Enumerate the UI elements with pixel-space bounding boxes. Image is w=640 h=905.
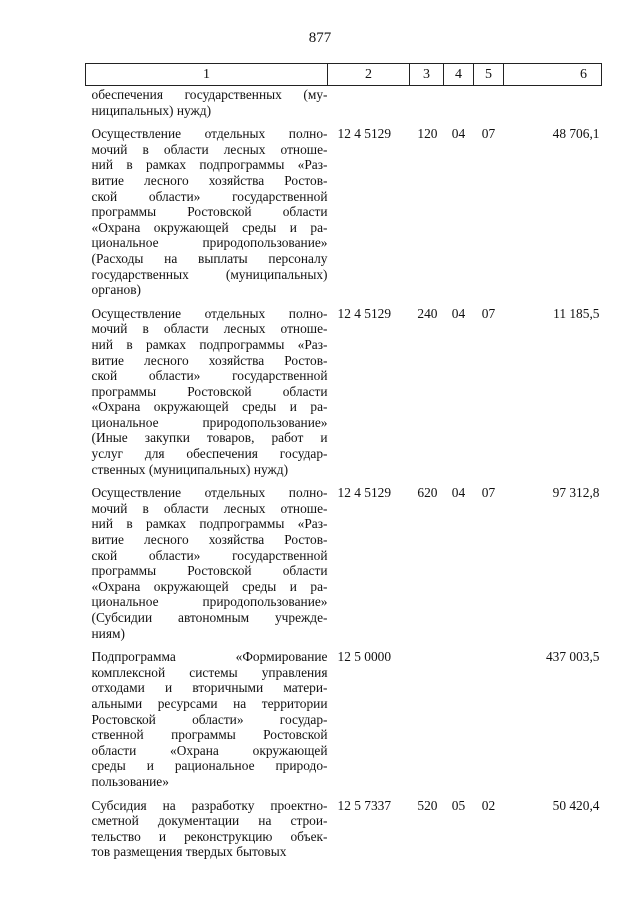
description-line: мочий в области лесных отноше- (91, 141, 328, 157)
description-cell (86, 118, 328, 298)
description-line: Субсидия на разработку проектно- (91, 797, 328, 813)
description-line: программы Ростовской области (91, 383, 328, 399)
description-line: программы Ростовской области (91, 563, 328, 579)
column-header-5: 5 (474, 64, 504, 86)
subsection-cell: 07 (481, 485, 496, 501)
column-header-1: 1 (86, 64, 328, 86)
description-line: циональное природопользование» (91, 235, 328, 251)
description-line: (Иные закупки товаров, работ и (91, 430, 328, 446)
description-line: ской области» государственной (91, 547, 328, 563)
expense-type-cell: 240 (417, 305, 438, 321)
table-row (86, 86, 602, 119)
description-line: государственных (муниципальных) (91, 266, 328, 282)
budget-table (85, 63, 602, 860)
description-line: ственной программы Ростовской (91, 727, 328, 743)
description-cell (86, 298, 328, 478)
budget-code-cell: 12 4 5129 (337, 305, 392, 321)
table-body (86, 86, 602, 860)
description-line: пользование» (91, 773, 169, 789)
budget-code-cell: 12 4 5129 (337, 485, 392, 501)
description-line: мочий в области лесных отноше- (91, 321, 328, 337)
description-line: циональное природопользование» (91, 594, 328, 610)
column-header-2: 2 (328, 64, 410, 86)
description-line: ской области» государственной (91, 188, 328, 204)
table-row (86, 118, 602, 298)
section-cell (444, 86, 474, 119)
description-line: комплексной системы управления (91, 664, 328, 680)
table-row (86, 641, 602, 789)
description-line: циональное природопользование» (91, 414, 328, 430)
description-cell (86, 477, 328, 641)
description-line: Осуществление отдельных полно- (91, 305, 328, 321)
amount-cell: 50 420,4 (552, 797, 600, 813)
section-cell (444, 641, 474, 789)
description-line: тов размещения твердых бытовых (91, 844, 287, 860)
description-line: обеспечения государственных (му- (91, 87, 328, 102)
description-line: витие лесного хозяйства Ростов- (91, 172, 328, 188)
expense-type-cell (410, 86, 444, 119)
description-line: ниципальных) нужд) (91, 102, 212, 118)
subsection-cell: 07 (481, 305, 496, 321)
expense-type-cell: 620 (417, 485, 438, 501)
description-cell (86, 641, 328, 789)
description-line: ниям) (91, 625, 125, 641)
budget-code-cell: 12 4 5129 (337, 126, 392, 142)
description-line: витие лесного хозяйства Ростов- (91, 532, 328, 548)
subsection-cell: 07 (481, 126, 496, 142)
description-line: Ростовской области» государ- (91, 711, 328, 727)
description-line: ний в рамках подпрограммы «Раз- (91, 516, 328, 532)
budget-code-cell: 12 5 7337 (337, 797, 392, 813)
description-line: сметной документации на строи- (91, 813, 328, 829)
description-line: альными ресурсами на территории (91, 695, 328, 711)
description-line: (Расходы на выплаты персоналу (91, 250, 328, 266)
amount-cell: 437 003,5 (545, 649, 600, 665)
description-line: ственных (муниципальных) нужд) (91, 461, 289, 477)
description-line: витие лесного хозяйства Ростов- (91, 352, 328, 368)
table-row (86, 477, 602, 641)
column-header-4: 4 (444, 64, 474, 86)
description-cell (86, 790, 328, 860)
page-number: 877 (308, 30, 332, 46)
budget-code-cell: 12 5 0000 (337, 649, 392, 665)
description-line: Осуществление отдельных полно- (91, 126, 328, 142)
section-cell: 05 (451, 797, 466, 813)
amount-cell: 48 706,1 (552, 126, 600, 142)
description-line: ской области» государственной (91, 368, 328, 384)
table-row (86, 790, 602, 860)
expense-type-cell: 520 (417, 797, 438, 813)
section-cell: 04 (451, 305, 466, 321)
description-line: ний в рамках подпрограммы «Раз- (91, 336, 328, 352)
description-line: отходами и вторичными матери- (91, 680, 328, 696)
description-line: мочий в области лесных отноше- (91, 500, 328, 516)
table-row (86, 298, 602, 478)
description-line: тельство и реконструкцию объек- (91, 828, 328, 844)
amount-cell: 11 185,5 (553, 305, 600, 321)
description-line: области «Охрана окружающей (91, 742, 328, 758)
description-line: Подпрограмма «Формирование (91, 649, 328, 665)
description-line: «Охрана окружающей среды и ра- (91, 219, 328, 235)
expense-type-cell (410, 641, 444, 789)
description-line: «Охрана окружающей среды и ра- (91, 399, 328, 415)
description-line: (Субсидии автономным учрежде- (91, 610, 328, 625)
amount-cell: 97 312,8 (552, 485, 600, 501)
section-cell: 04 (451, 126, 466, 142)
subsection-cell (474, 86, 504, 119)
section-cell: 04 (451, 485, 466, 501)
description-line: среды и рациональное природо- (91, 758, 328, 774)
amount-cell (504, 86, 602, 119)
description-line: органов) (91, 282, 141, 298)
subsection-cell (474, 641, 504, 789)
subsection-cell: 02 (481, 797, 496, 813)
budget-code-cell (328, 86, 410, 119)
description-line: услуг для обеспечения государ- (91, 446, 328, 462)
table-header-row (86, 64, 602, 86)
description-cell (86, 86, 328, 119)
description-line: программы Ростовской области (91, 204, 328, 220)
description-line: ний в рамках подпрограммы «Раз- (91, 157, 328, 173)
expense-type-cell: 120 (417, 126, 438, 142)
description-line: Осуществление отдельных полно- (91, 485, 328, 501)
description-line: «Охрана окружающей среды и ра- (91, 578, 328, 594)
column-header-3: 3 (410, 64, 444, 86)
column-header-6: 6 (504, 64, 602, 86)
